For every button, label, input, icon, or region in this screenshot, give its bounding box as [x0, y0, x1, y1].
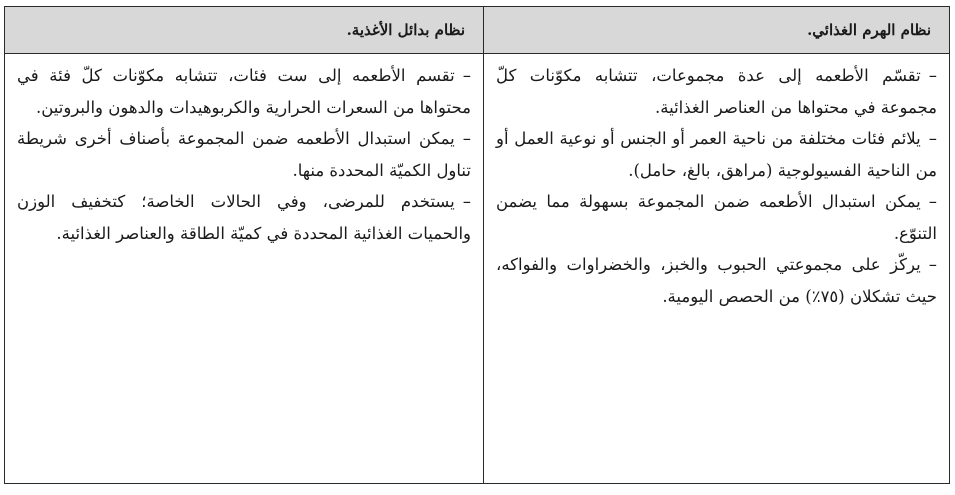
food-pyramid-cell	[484, 54, 950, 484]
bullet-dash: –	[462, 192, 471, 211]
header-row	[5, 7, 950, 54]
food-exchanges-cell	[5, 54, 484, 484]
content-row	[5, 54, 950, 484]
bullet-dash: –	[928, 192, 937, 211]
list-item-text: يستخدم للمرضى، وفي الحالات الخاصة؛ كتخفيف الوزن والحميات الغذائية المحددة في كميّة الطاقة والعناصر الغذائية.	[17, 192, 471, 243]
bullet-dash: –	[928, 129, 937, 148]
bullet-dash: –	[462, 129, 471, 148]
list-item-text: يمكن استبدال الأطعمه ضمن المجموعة بسهولة مما يضمن التنوّع.	[496, 192, 937, 243]
list-item-text: يمكن استبدال الأطعمه ضمن المجموعة بأصناف أخرى شريطة تناول الكميّة المحددة منها.	[17, 129, 471, 180]
list-item	[496, 60, 937, 123]
food-exchanges-list	[17, 60, 471, 249]
header-food-pyramid: نظام الهرم الغذائي.	[484, 7, 950, 54]
list-item	[17, 123, 471, 186]
list-item	[496, 249, 937, 312]
list-item	[496, 186, 937, 249]
header-food-exchanges: نظام بدائل الأغذية.	[5, 7, 484, 54]
list-item-text: يركّز على مجموعتي الحبوب والخبز، والخضراوات والفواكه، حيث تشكلان (٧٥٪) من الحصص اليومية.	[496, 255, 937, 306]
bullet-dash: –	[462, 66, 471, 85]
list-item-text: يلائم فئات مختلفة من ناحية العمر أو الجنس أو نوعية العمل أو من الناحية الفسيولوجية (مراهق، بالغ، حامل).	[496, 129, 937, 180]
list-item	[17, 186, 471, 249]
comparison-table	[4, 6, 950, 484]
list-item	[496, 123, 937, 186]
food-pyramid-list	[496, 60, 937, 312]
bullet-dash: –	[928, 255, 937, 274]
bullet-dash: –	[928, 66, 937, 85]
list-item-text: تقسّم الأطعمه إلى عدة مجموعات، تتشابه مكوّنات كلّ مجموعة في محتواها من العناصر الغذائية.	[496, 66, 937, 117]
list-item	[17, 60, 471, 123]
list-item-text: تقسم الأطعمه إلى ست فئات، تتشابه مكوّنات كلّ فئة في محتواها من السعرات الحرارية والكربوهيدات والدهون والبروتين.	[17, 66, 471, 117]
